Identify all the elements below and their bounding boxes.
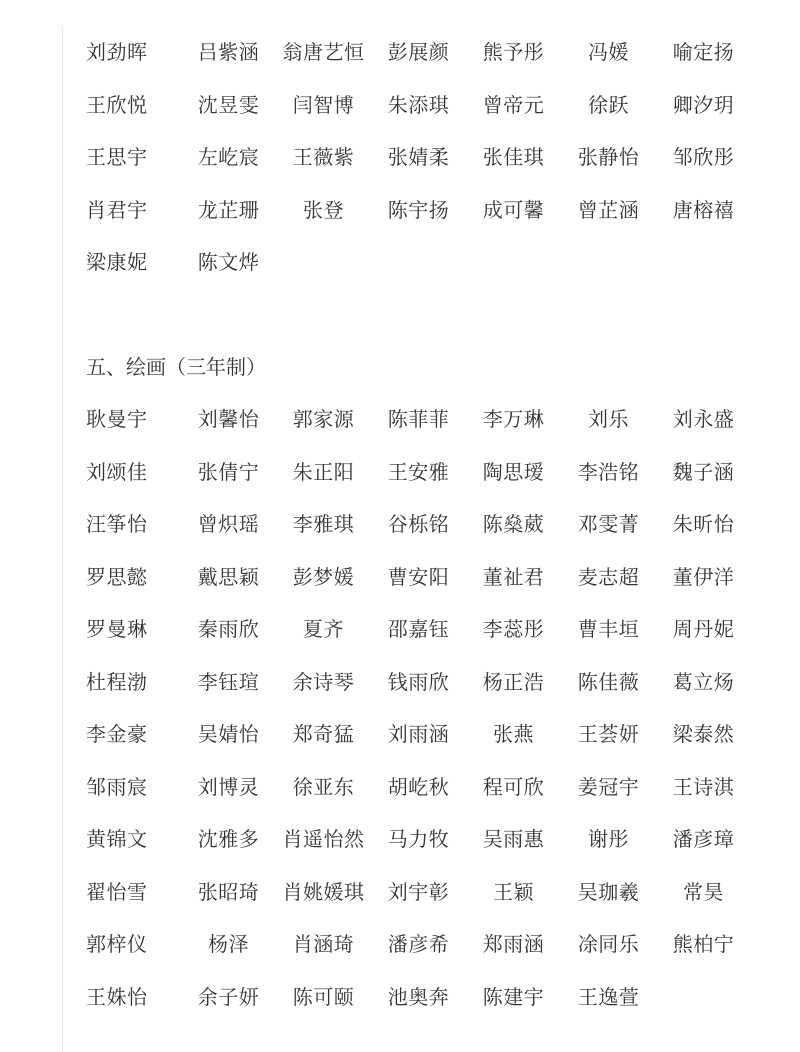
student-name: 徐跃 xyxy=(588,92,629,117)
student-name: 李万琳 xyxy=(482,407,545,431)
name-list-painting xyxy=(86,393,766,1023)
student-name: 董伊洋 xyxy=(672,564,735,589)
student-name: 张婧柔 xyxy=(387,145,450,169)
student-name: 朱添琪 xyxy=(387,92,450,117)
student-name: 曾芷涵 xyxy=(577,197,640,222)
student-name: 王姝怡 xyxy=(86,984,148,1009)
student-name: 罗思懿 xyxy=(86,564,148,589)
student-name: 肖君宇 xyxy=(86,197,148,222)
student-name: 左屹宸 xyxy=(197,145,260,169)
student-name: 吕紫涵 xyxy=(197,40,260,64)
student-name: 陈建宇 xyxy=(482,984,545,1009)
student-name: 邹雨宸 xyxy=(86,774,148,799)
student-name: 闫智博 xyxy=(292,92,355,117)
student-name: 成可馨 xyxy=(482,197,545,222)
student-name: 张登 xyxy=(303,197,344,222)
student-name: 吴雨惠 xyxy=(482,827,545,851)
student-name: 刘劲晖 xyxy=(86,40,148,64)
student-name: 卿汐玥 xyxy=(672,92,735,117)
student-name: 王思宇 xyxy=(86,145,148,169)
student-name: 冯媛 xyxy=(588,40,629,64)
student-name: 陈佳薇 xyxy=(577,669,640,694)
student-name: 张燕 xyxy=(493,722,534,746)
student-name: 梁康妮 xyxy=(86,250,148,274)
student-name: 王安雅 xyxy=(387,459,450,484)
student-name: 肖姚媛琪 xyxy=(282,879,365,904)
student-name: 谷栎铭 xyxy=(387,512,450,536)
student-name: 潘彦希 xyxy=(387,932,450,956)
student-name: 翟怡雪 xyxy=(86,879,148,904)
student-name: 陈燊葳 xyxy=(482,512,545,536)
student-name: 沈雅多 xyxy=(197,827,260,851)
document-body xyxy=(86,26,766,1023)
student-name: 王颖 xyxy=(493,879,534,904)
student-name: 曾炽瑶 xyxy=(197,512,260,536)
student-name: 陈文烨 xyxy=(197,250,260,274)
student-name: 葛立炀 xyxy=(672,669,735,694)
student-name: 陈宇扬 xyxy=(387,197,450,222)
student-name: 马力牧 xyxy=(387,827,450,851)
student-name: 黄锦文 xyxy=(86,827,148,851)
student-name: 刘雨涵 xyxy=(387,722,450,746)
student-name: 秦雨欣 xyxy=(197,617,260,641)
student-name: 陈可颐 xyxy=(292,984,355,1009)
student-name: 肖涵琦 xyxy=(292,932,355,956)
student-name: 陶思瑷 xyxy=(482,459,545,484)
student-name: 潘彦璋 xyxy=(672,827,735,851)
student-name: 杜程渤 xyxy=(86,669,148,694)
student-name: 王逸萱 xyxy=(577,984,640,1009)
student-name: 董祉君 xyxy=(482,564,545,589)
student-name: 朱昕怡 xyxy=(672,512,735,536)
student-name: 肖遥怡然 xyxy=(282,827,365,851)
student-name: 杨正浩 xyxy=(482,669,545,694)
student-name: 邵嘉钰 xyxy=(387,617,450,641)
student-name: 徐亚东 xyxy=(292,774,355,799)
student-name: 钱雨欣 xyxy=(387,669,450,694)
student-name: 朱正阳 xyxy=(292,459,355,484)
student-name: 汪筝怡 xyxy=(86,512,148,536)
student-name: 罗曼琳 xyxy=(86,617,148,641)
student-name: 余诗琴 xyxy=(292,669,355,694)
student-name: 王欣悦 xyxy=(86,92,148,117)
student-name: 邹欣彤 xyxy=(672,145,735,169)
student-name: 梁泰然 xyxy=(672,722,735,746)
student-name: 麦志超 xyxy=(577,564,640,589)
student-name: 沈昱雯 xyxy=(197,92,260,117)
student-name: 姜冠宇 xyxy=(577,774,640,799)
student-name: 谢彤 xyxy=(588,827,629,851)
student-name: 刘颂佳 xyxy=(86,459,148,484)
student-name: 曹安阳 xyxy=(387,564,450,589)
student-name: 张昭琦 xyxy=(197,879,260,904)
student-name: 张倩宁 xyxy=(197,459,260,484)
student-name: 李雅琪 xyxy=(292,512,355,536)
student-name: 彭梦媛 xyxy=(292,564,355,589)
student-name: 喻定扬 xyxy=(672,40,735,64)
student-name: 彭展颜 xyxy=(387,40,450,64)
student-name: 龙芷珊 xyxy=(197,197,260,222)
section-spacer xyxy=(86,289,766,341)
student-name: 李蕊彤 xyxy=(482,617,545,641)
section-heading: 五、绘画（三年制） xyxy=(86,354,266,379)
name-list-top xyxy=(86,26,766,289)
student-name: 周丹妮 xyxy=(672,617,735,641)
student-name: 张佳琪 xyxy=(482,145,545,169)
student-name: 王薇紫 xyxy=(292,145,355,169)
student-name: 池奥奔 xyxy=(387,984,450,1009)
student-name: 刘馨怡 xyxy=(197,407,260,431)
student-name: 李金豪 xyxy=(86,722,148,746)
student-name: 郑雨涵 xyxy=(482,932,545,956)
student-name: 曾帝元 xyxy=(482,92,545,117)
student-name: 程可欣 xyxy=(482,774,545,799)
student-name: 郑奇猛 xyxy=(292,722,355,746)
student-name: 杨泽 xyxy=(208,932,249,956)
student-name: 张静怡 xyxy=(577,145,640,169)
left-margin-rule xyxy=(62,26,63,1052)
student-name: 刘乐 xyxy=(588,407,629,431)
student-name: 王荟妍 xyxy=(577,722,640,746)
student-name: 熊予彤 xyxy=(482,40,545,64)
student-name: 郭家源 xyxy=(292,407,355,431)
student-name: 常昊 xyxy=(683,879,724,904)
student-name: 李浩铭 xyxy=(577,459,640,484)
student-name: 戴思颖 xyxy=(197,564,260,589)
student-name: 王诗淇 xyxy=(672,774,735,799)
student-name: 唐榕禧 xyxy=(672,197,735,222)
student-name: 邓雯菁 xyxy=(577,512,640,536)
student-name: 耿曼宇 xyxy=(86,407,148,431)
student-name: 胡屹秋 xyxy=(387,774,450,799)
student-name: 魏子涵 xyxy=(672,459,735,484)
student-name: 熊柏宁 xyxy=(672,932,735,956)
student-name: 夏齐 xyxy=(303,617,344,641)
student-name: 余子妍 xyxy=(197,984,260,1009)
student-name: 凃同乐 xyxy=(577,932,640,956)
student-name: 曹丰垣 xyxy=(577,617,640,641)
student-name: 陈菲菲 xyxy=(387,407,450,431)
student-name: 刘博灵 xyxy=(197,774,260,799)
student-name: 郭梓仪 xyxy=(86,932,148,956)
student-name: 翁唐艺恒 xyxy=(282,40,365,64)
student-name: 吴婧怡 xyxy=(197,722,260,746)
student-name: 刘永盛 xyxy=(672,407,735,431)
student-name: 李钰瑄 xyxy=(197,669,260,694)
student-name: 吴珈羲 xyxy=(577,879,640,904)
student-name: 刘宇彰 xyxy=(387,879,450,904)
